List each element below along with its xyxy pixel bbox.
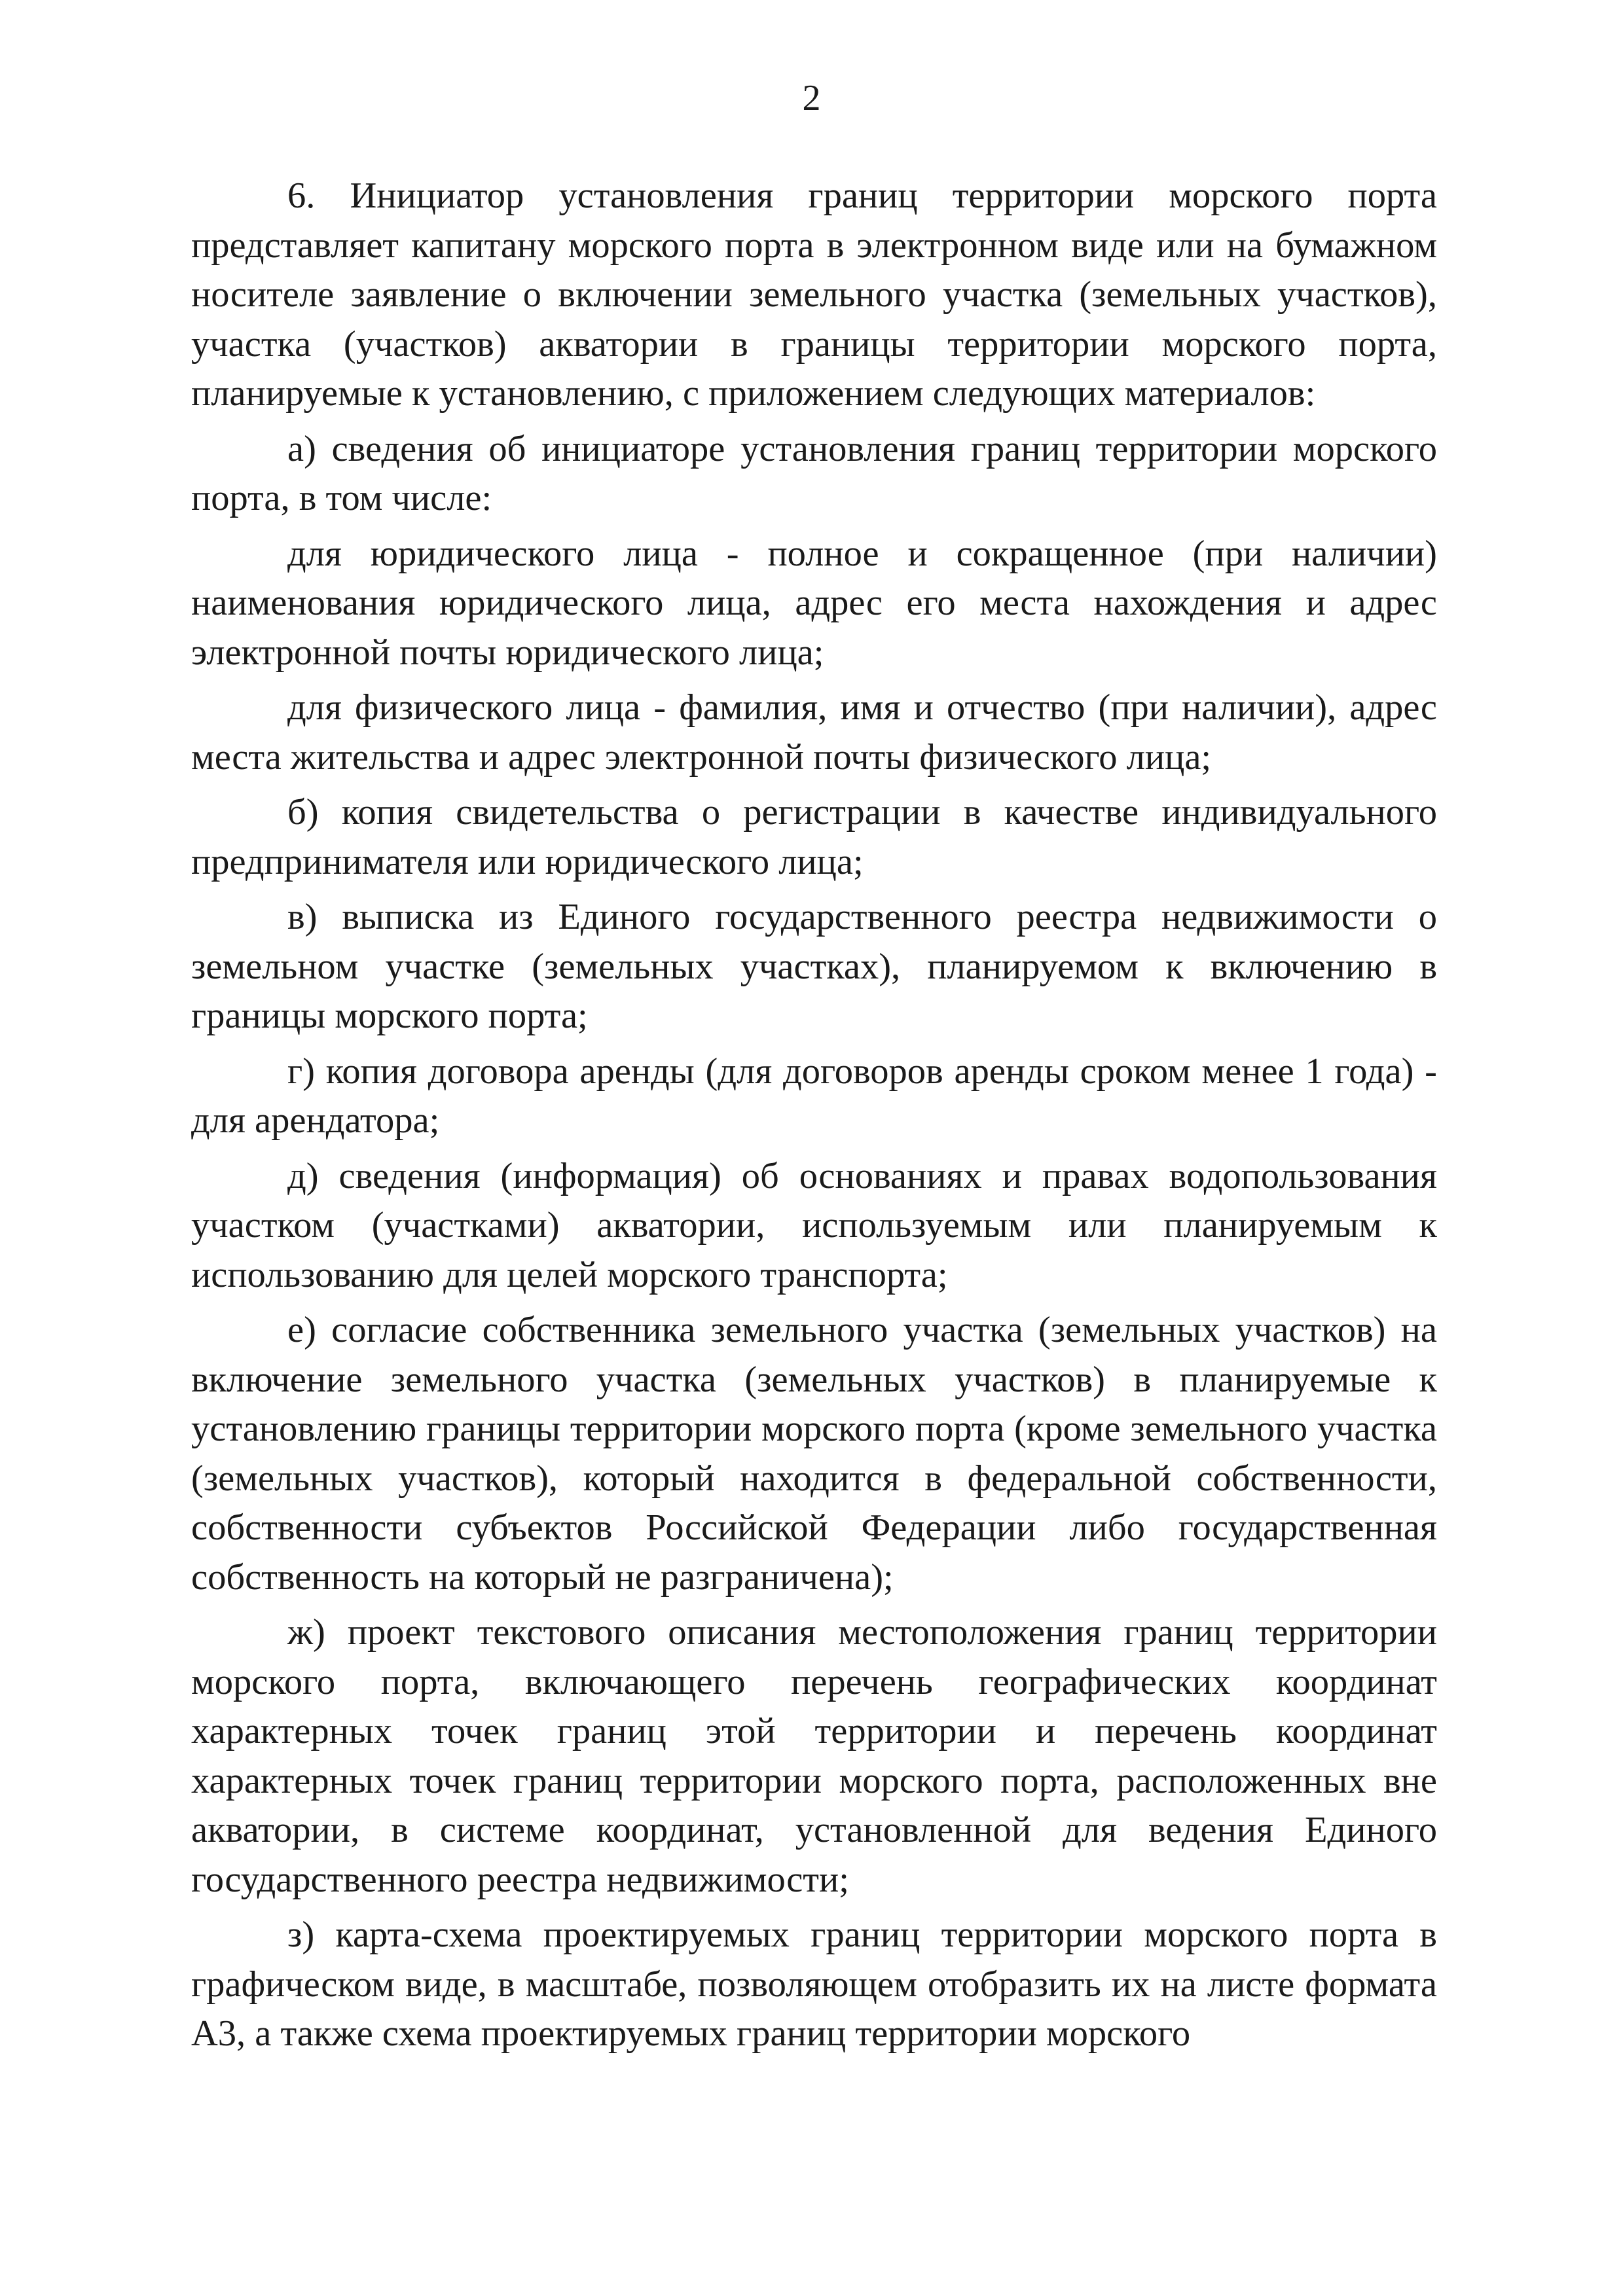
- item-a: а) сведения об инициаторе установления границ территории морского порта, в том числе:: [191, 428, 1437, 518]
- item-b: б) копия свидетельства о регистрации в качестве индивидуального предпринимателя или юридического лица;: [191, 792, 1437, 882]
- item-d: д) сведения (информация) об основаниях и правах водопользования участком (участками) акватории, используемым или планируемым к использованию для целей морского транспорта;: [191, 1155, 1437, 1295]
- item-e: е) согласие собственника земельного участка (земельных участков) на включение земельного участка (земельных участков) в планируемые к установлению границы территории морского порта (кроме земельного участка (земельных участков), который находится в федеральной собственности, собственности субъектов Российской Федерации либо государственная собственность на который не разграничена);: [191, 1310, 1437, 1598]
- item-z: з) карта-схема проектируемых границ территории морского порта в графическом виде, в масштабе, позволяющем отобразить их на листе формата А3, а также схема проектируемых границ территории морского: [191, 1914, 1437, 2054]
- item-g: г) копия договора аренды (для договоров аренды сроком менее 1 года) - для арендатора;: [191, 1050, 1437, 1141]
- document-body: [191, 171, 1437, 2059]
- item-v: в) выписка из Единого государственного реестра недвижимости о земельном участке (земельных участках), планируемом к включению в границы морского порта;: [191, 897, 1437, 1036]
- item-a-legal-entity: для юридического лица - полное и сокращенное (при наличии) наименования юридического лица, адрес его места нахождения и адрес электронной почты юридического лица;: [191, 533, 1437, 673]
- page-number: 2: [802, 78, 821, 118]
- item-zh: ж) проект текстового описания местоположения границ территории морского порта, включающего перечень географических координат характерных точек границ этой территории и перечень координат характерных точек границ территории морского порта, расположенных вне акватории, в системе координат, установленной для ведения Единого государственного реестра недвижимости;: [191, 1612, 1437, 1900]
- item-a-individual: для физического лица - фамилия, имя и отчество (при наличии), адрес места жительства и адрес электронной почты физического лица;: [191, 687, 1437, 778]
- paragraph-6-intro: 6. Инициатор установления границ территории морского порта представляет капитану морского порта в электронном виде или на бумажном носителе заявление о включении земельного участка (земельных участков), участка (участков) акватории в границы территории морского порта, планируемые к установлению, с приложением следующих материалов:: [191, 175, 1437, 414]
